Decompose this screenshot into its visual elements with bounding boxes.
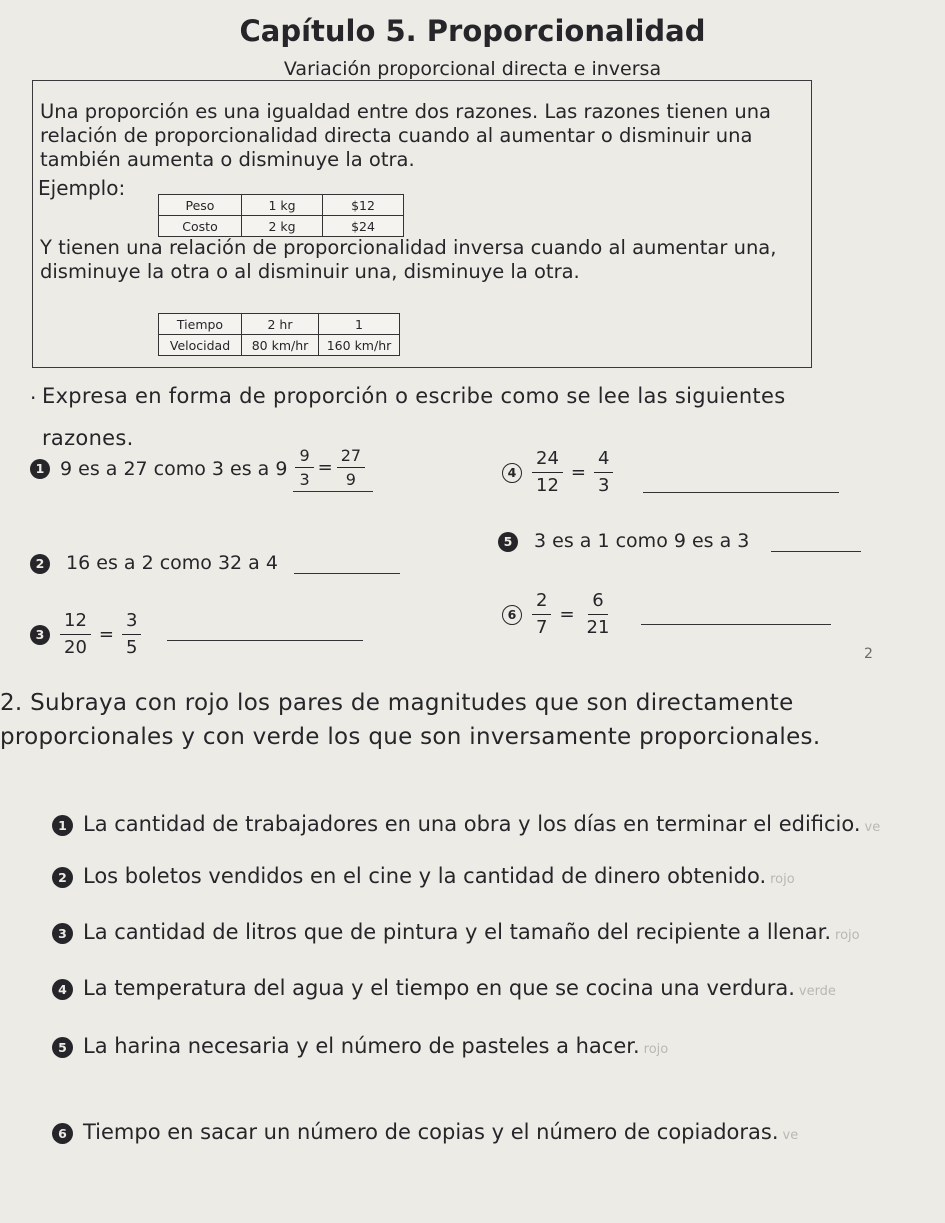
fraction: $\frac{3}{5}$ [122,610,141,659]
fraction: $\frac{9}{3}$ [295,446,313,489]
list-item [52,864,795,888]
table-cell: 1 [319,314,400,335]
number-badge: 6 [502,605,522,625]
example-label: Ejemplo: [38,176,126,200]
handwritten-note: rojo [835,928,860,943]
handwritten-mark: 2 [864,646,873,662]
list-item [52,1034,668,1058]
handwritten-note: ve [864,820,881,835]
number-badge: 2 [52,867,73,888]
number-badge: 1 [52,815,73,836]
number-badge: 3 [30,625,50,645]
handwritten-note: verde [798,984,836,999]
number-badge: 5 [498,532,518,552]
item-text[interactable]: La harina necesaria y el número de pasteles a hacer. [83,1034,640,1058]
table-row [159,216,404,237]
table-cell: 2 kg [242,216,323,237]
table-cell: $24 [323,216,404,237]
table-row [159,195,404,216]
fraction: $\frac{4}{3}$ [594,448,613,497]
exercise-text: 16 es a 2 como 32 a 4 [66,552,278,574]
table-cell: Peso [159,195,242,216]
table-cell: 2 hr [242,314,319,335]
exercise-item-6: 6 $\frac{2}{7}$ = $\frac{6}{21}$ [502,590,831,639]
table-cell: $12 [323,195,404,216]
number-badge: 6 [52,1123,73,1144]
item-text[interactable]: La cantidad de trabajadores en una obra y los días en terminar el edificio. [83,812,861,836]
handwritten-note: rojo [770,872,795,887]
section2-instruction: 2. Subraya con rojo los pares de magnitudes que son directamente proporcionales y con verde los que son inversamente proporcionales. [0,690,821,750]
answer-line[interactable] [643,491,839,493]
item-text[interactable]: La temperatura del agua y el tiempo en que se cocina una verdura. [83,976,795,1000]
exercise-item-4: 4 $\frac{24}{12}$ = $\frac{4}{3}$ [502,448,839,497]
number-badge: 1 [30,459,50,479]
list-item [52,812,880,836]
item-text[interactable]: Los boletos vendidos en el cine y la cantidad de dinero obtenido. [83,864,767,888]
answer-line[interactable] [167,639,363,641]
answer-line[interactable] [641,623,831,625]
table-cell: 80 km/hr [242,335,319,356]
list-item [52,976,836,1000]
answer-line[interactable] [771,550,861,552]
table-cell: 160 km/hr [319,335,400,356]
section1-instruction: Expresa en forma de proporción o escribe como se lee las siguientes razones. [42,384,786,450]
item-text[interactable]: Tiempo en sacar un número de copias y el número de copiadoras. [83,1120,779,1144]
written-answer: $\frac{9}{3}$ = $\frac{27}{9}$ [293,446,373,492]
exercise-item-1 [30,446,373,492]
definition-inverse: Y tienen una relación de proporcionalidad inversa cuando al aumentar una, disminuye la otra o al disminuir una, disminuye la otra. [40,236,777,283]
number-badge: 4 [52,979,73,1000]
exercise-text: 3 es a 1 como 9 es a 3 [534,530,750,552]
inverse-example-table [158,313,400,356]
table-row [159,314,400,335]
exercise-item-3: 3 $\frac{12}{20}$ = $\frac{3}{5}$ [30,610,363,659]
direct-example-table [158,194,404,237]
fraction: $\frac{2}{7}$ [532,590,551,639]
table-cell: Tiempo [159,314,242,335]
table-cell: Costo [159,216,242,237]
section1-number: . [30,380,37,404]
table-cell: 1 kg [242,195,323,216]
page-title: Capítulo 5. Proporcionalidad [239,14,706,48]
list-item [52,1120,798,1144]
page-subtitle: Variación proporcional directa e inversa [283,58,662,80]
definition-direct: Una proporción es una igualdad entre dos razones. Las razones tienen una relación de proporcionalidad directa cuando al aumentar o disminuir una también aumenta o disminuye la otra. [40,100,772,171]
handwritten-note: rojo [643,1042,669,1057]
list-item [52,920,860,944]
exercise-item-2 [30,552,400,574]
table-row [159,335,400,356]
fraction: $\frac{27}{9}$ [337,446,365,489]
number-badge: 4 [502,463,522,483]
fraction: $\frac{12}{20}$ [60,610,91,659]
exercise-item-5 [498,530,861,552]
answer-line[interactable] [294,572,400,574]
handwritten-note: ve [782,1128,799,1143]
number-badge: 5 [52,1037,73,1058]
exercise-text: 9 es a 27 como 3 es a 9 [60,458,288,480]
number-badge: 3 [52,923,73,944]
fraction: $\frac{24}{12}$ [532,448,563,497]
item-text[interactable]: La cantidad de litros que de pintura y el tamaño del recipiente a llenar. [83,920,832,944]
table-cell: Velocidad [159,335,242,356]
number-badge: 2 [30,554,50,574]
fraction: $\frac{6}{21}$ [586,590,610,638]
